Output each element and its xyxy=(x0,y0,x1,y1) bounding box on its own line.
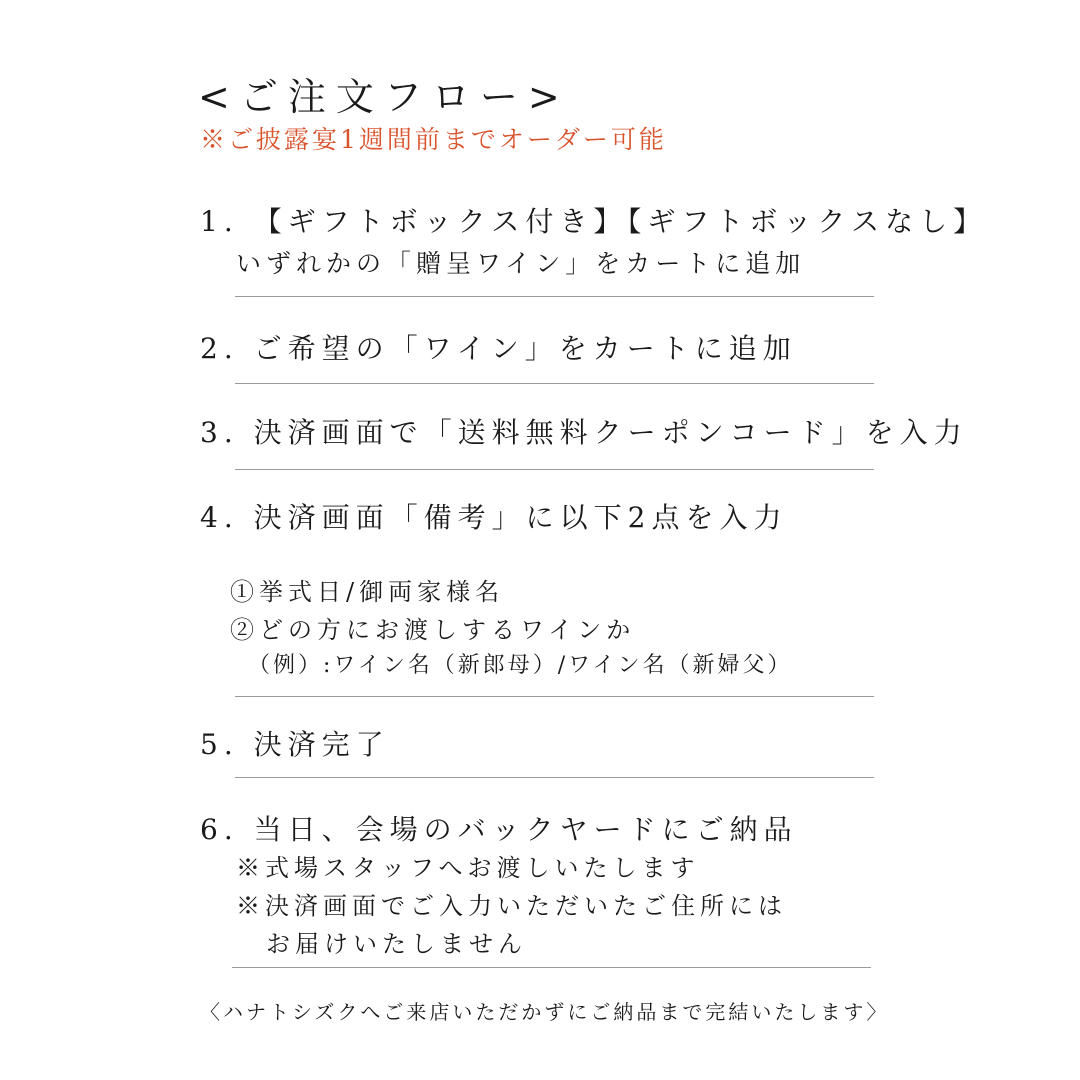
step-2 xyxy=(200,327,797,367)
step-text: 決済画面で「送料無料クーポンコード」を入力 xyxy=(253,416,968,449)
step-4-item-2: ②どの方にお渡しするワインか xyxy=(230,616,636,644)
page-title: <ご注文フロー> xyxy=(198,75,570,119)
step-number: 5. xyxy=(200,728,239,761)
step-text: 当日、会場のバックヤードにご納品 xyxy=(253,813,798,846)
step-6-note-1: ※式場スタッフへお渡しいたします xyxy=(236,854,700,882)
divider xyxy=(235,469,874,470)
step-3 xyxy=(200,411,968,451)
step-6 xyxy=(200,808,798,848)
step-4 xyxy=(200,496,787,536)
step-6-note-2: ※決済画面でご入力いただいたご住所には xyxy=(236,892,787,920)
step-text: 決済完了 xyxy=(253,728,390,761)
divider xyxy=(235,696,874,697)
step-1 xyxy=(200,200,987,240)
step-number: 1. xyxy=(200,205,239,238)
divider xyxy=(235,296,874,297)
order-deadline-note: ※ご披露宴1週間前までオーダー可能 xyxy=(200,125,667,154)
step-4-example: （例）:ワイン名（新郎母）/ワイン名（新婦父） xyxy=(248,653,793,678)
step-4-item-1: ①挙式日/御両家様名 xyxy=(230,578,505,606)
step-text: 【ギフトボックス付き】【ギフトボックスなし】 xyxy=(253,205,988,238)
divider xyxy=(235,777,874,778)
step-5 xyxy=(200,723,390,763)
step-6-note-3: お届けいたしません xyxy=(266,930,527,958)
footer-note: 〈ハナトシズクへご来店いただかずにご納品まで完結いたします〉 xyxy=(200,1000,890,1024)
step-number: 3. xyxy=(200,416,239,449)
divider xyxy=(235,383,874,384)
step-number: 2. xyxy=(200,332,239,365)
step-1-detail: いずれかの「贈呈ワイン」をカートに追加 xyxy=(236,249,806,278)
step-number: 4. xyxy=(200,501,239,534)
step-text: ご希望の「ワイン」をカートに追加 xyxy=(253,332,797,365)
divider xyxy=(232,967,871,968)
step-number: 6. xyxy=(200,813,239,846)
step-text: 決済画面「備考」に以下2点を入力 xyxy=(253,501,788,534)
